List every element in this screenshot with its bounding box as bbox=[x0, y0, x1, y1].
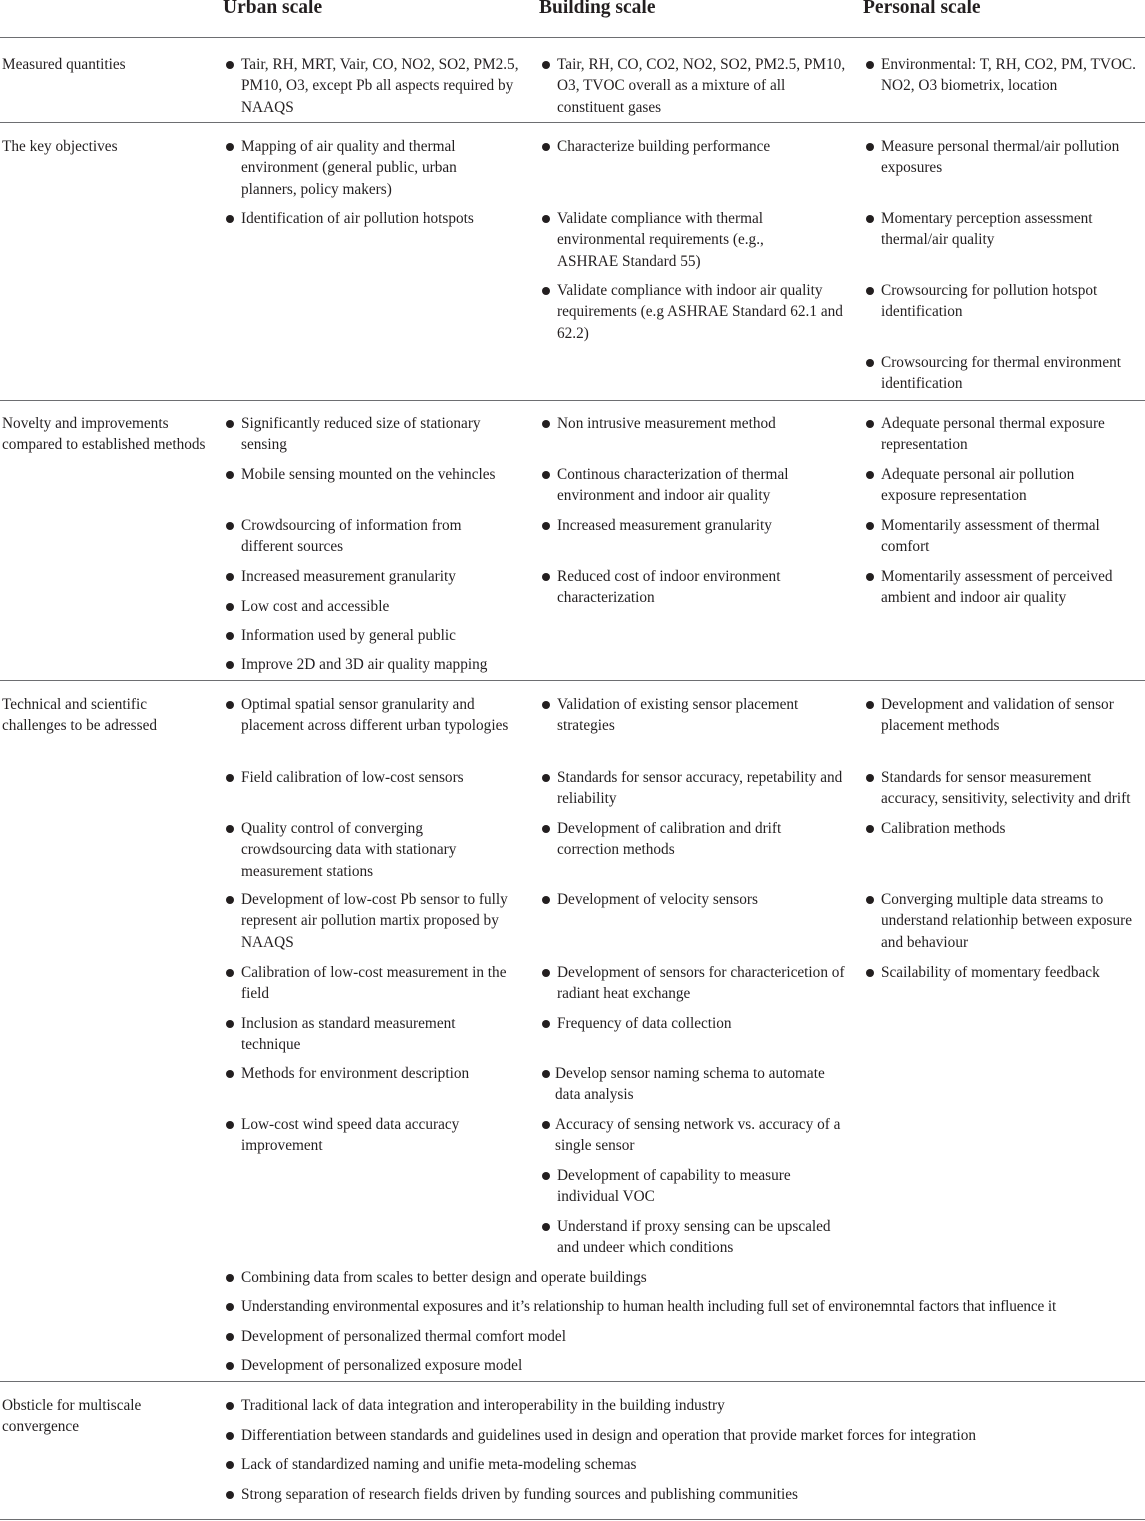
bullet-icon bbox=[866, 61, 874, 69]
bullet-icon bbox=[226, 471, 234, 479]
bullet-icon bbox=[866, 522, 874, 530]
list-item: Frequency of data collection bbox=[557, 1013, 852, 1034]
list-item: Development of calibration and drift correction methods bbox=[557, 818, 827, 861]
list-item: Crowsourcing for thermal environment identification bbox=[881, 352, 1145, 395]
bullet-icon bbox=[226, 1432, 234, 1440]
bullet-icon bbox=[226, 573, 234, 581]
row-label-challenges: Technical and scientific challenges to be adressed bbox=[2, 696, 158, 735]
bullet-icon bbox=[542, 969, 550, 977]
bullet-icon bbox=[866, 774, 874, 782]
bullet-icon bbox=[542, 701, 550, 709]
bullet-icon bbox=[542, 471, 550, 479]
column-header-personal: Personal scale bbox=[863, 0, 981, 18]
bullet-icon bbox=[226, 1362, 234, 1370]
bullet-icon bbox=[542, 1070, 550, 1078]
bullet-icon bbox=[542, 1020, 550, 1028]
list-item: Quality control of converging crowdsourcing data with stationary measurement stations bbox=[241, 818, 501, 882]
column-header-urban: Urban scale bbox=[223, 0, 323, 18]
list-item: Validate compliance with indoor air quality requirements (e.g ASHRAE Standard 62.1 and 62.2) bbox=[557, 280, 852, 344]
bullet-icon bbox=[542, 287, 550, 295]
list-item: Crowdsourcing of information from different sources bbox=[241, 515, 511, 558]
list-item: Differentiation between standards and guidelines used in design and operation that provide market forces for integration bbox=[241, 1425, 1145, 1446]
rule-bottom bbox=[0, 1519, 1145, 1520]
list-item: Increased measurement granularity bbox=[241, 566, 531, 587]
list-item: Accuracy of sensing network vs. accuracy of a single sensor bbox=[555, 1114, 852, 1157]
bullet-icon bbox=[226, 774, 234, 782]
bullet-icon bbox=[226, 1121, 234, 1129]
list-item: Momentarily assessment of thermal comfort bbox=[881, 515, 1131, 558]
bullet-icon bbox=[866, 359, 874, 367]
list-item: Strong separation of research fields driven by funding sources and publishing communities bbox=[241, 1484, 1145, 1505]
bullet-icon bbox=[542, 420, 550, 428]
list-item: Inclusion as standard measurement technique bbox=[241, 1013, 501, 1056]
bullet-icon bbox=[226, 61, 234, 69]
list-item: Momentarily assessment of perceived ambient and indoor air quality bbox=[881, 566, 1143, 609]
rule-row-3 bbox=[0, 680, 1145, 681]
list-item: Scailability of momentary feedback bbox=[881, 962, 1143, 983]
bullet-icon bbox=[542, 215, 550, 223]
list-item: Tair, RH, CO, CO2, NO2, SO2, PM2.5, PM10, O3, TVOC overall as a mixture of all constituent gases bbox=[557, 54, 852, 118]
list-item: Tair, RH, MRT, Vair, CO, NO2, SO2, PM2.5, PM10, O3, except Pb all aspects required by NAAQS bbox=[241, 54, 531, 118]
list-item: Mobile sensing mounted on the vehincles bbox=[241, 464, 531, 485]
bullet-icon bbox=[542, 1172, 550, 1180]
bullet-icon bbox=[226, 603, 234, 611]
rule-header bbox=[0, 37, 1145, 38]
list-item: Continous characterization of thermal environment and indoor air quality bbox=[557, 464, 832, 507]
bullet-icon bbox=[226, 701, 234, 709]
bullet-icon bbox=[226, 1020, 234, 1028]
bullet-icon bbox=[866, 420, 874, 428]
bullet-icon bbox=[542, 573, 550, 581]
row-label-novelty: Novelty and improvements compared to established methods bbox=[2, 415, 206, 454]
bullet-icon bbox=[226, 143, 234, 151]
list-item: Low cost and accessible bbox=[241, 596, 531, 617]
list-item: Characterize building performance bbox=[557, 136, 852, 157]
list-item: Standards for sensor measurement accuracy, sensitivity, selectivity and drift bbox=[881, 767, 1145, 810]
list-item: Combining data from scales to better design and operate buildings bbox=[241, 1267, 1145, 1288]
bullet-icon bbox=[226, 1070, 234, 1078]
bullet-icon bbox=[542, 825, 550, 833]
bullet-icon bbox=[226, 1274, 234, 1282]
list-item: Information used by general public bbox=[241, 625, 531, 646]
list-item: Lack of standardized naming and unifie meta-modeling schemas bbox=[241, 1454, 1145, 1475]
bullet-icon bbox=[226, 896, 234, 904]
bullet-icon bbox=[866, 969, 874, 977]
bullet-icon bbox=[542, 896, 550, 904]
list-item: Non intrusive measurement method bbox=[557, 413, 852, 434]
bullet-icon bbox=[866, 215, 874, 223]
list-item: Increased measurement granularity bbox=[557, 515, 852, 536]
bullet-icon bbox=[226, 1303, 234, 1311]
bullet-icon bbox=[542, 1121, 550, 1129]
bullet-icon bbox=[866, 143, 874, 151]
list-item: Improve 2D and 3D air quality mapping bbox=[241, 654, 531, 675]
bullet-icon bbox=[226, 661, 234, 669]
list-item: Development of sensors for charactericetion of radiant heat exchange bbox=[557, 962, 847, 1005]
list-item: Adequate personal air pollution exposure representation bbox=[881, 464, 1131, 507]
list-item: Identification of air pollution hotspots bbox=[241, 208, 531, 229]
list-item: Calibration methods bbox=[881, 818, 1143, 839]
bullet-icon bbox=[226, 825, 234, 833]
list-item: Mapping of air quality and thermal environment (general public, urban planners, policy makers) bbox=[241, 136, 516, 200]
list-item: Validation of existing sensor placement strategies bbox=[557, 694, 842, 737]
list-item: Understand if proxy sensing can be upscaled and undeer which conditions bbox=[557, 1216, 852, 1259]
bullet-icon bbox=[226, 215, 234, 223]
list-item: Development of personalized exposure model bbox=[241, 1355, 1145, 1376]
list-item: Field calibration of low-cost sensors bbox=[241, 767, 531, 788]
bullet-icon bbox=[226, 522, 234, 530]
list-item: Methods for environment description bbox=[241, 1063, 531, 1084]
list-item: Development of capability to measure individual VOC bbox=[557, 1165, 827, 1208]
bullet-icon bbox=[542, 774, 550, 782]
list-item: Develop sensor naming schema to automate data analysis bbox=[555, 1063, 852, 1106]
bullet-icon bbox=[866, 701, 874, 709]
bullet-icon bbox=[226, 1461, 234, 1469]
bullet-icon bbox=[226, 969, 234, 977]
column-header-building: Building scale bbox=[539, 0, 656, 18]
bullet-icon bbox=[866, 287, 874, 295]
row-label-objectives: The key objectives bbox=[2, 138, 118, 155]
rule-row-1 bbox=[0, 122, 1145, 123]
list-item: Crowsourcing for pollution hotspot identification bbox=[881, 280, 1131, 323]
bullet-icon bbox=[226, 1402, 234, 1410]
list-item: Converging multiple data streams to understand relationhip between exposure and behaviour bbox=[881, 889, 1143, 953]
list-item: Development of velocity sensors bbox=[557, 889, 852, 910]
bullet-icon bbox=[226, 420, 234, 428]
bullet-icon bbox=[226, 1491, 234, 1499]
list-item: Adequate personal thermal exposure representation bbox=[881, 413, 1143, 456]
list-item: Measure personal thermal/air pollution exposures bbox=[881, 136, 1145, 179]
rule-row-4 bbox=[0, 1381, 1145, 1382]
list-item: Environmental: T, RH, CO2, PM, TVOC. NO2, O3 biometrix, location bbox=[881, 54, 1143, 97]
row-label-obstacle: Obsticle for multiscale convergence bbox=[2, 1397, 142, 1436]
list-item: Development and validation of sensor placement methods bbox=[881, 694, 1145, 737]
list-item: Traditional lack of data integration and interoperability in the building industry bbox=[241, 1395, 1145, 1416]
list-item: Calibration of low-cost measurement in the field bbox=[241, 962, 526, 1005]
list-item: Standards for sensor accuracy, repetability and reliability bbox=[557, 767, 852, 810]
list-item: Development of low-cost Pb sensor to fully represent air pollution martix proposed by NAAQS bbox=[241, 889, 516, 953]
rule-row-2 bbox=[0, 400, 1145, 401]
bullet-icon bbox=[226, 632, 234, 640]
bullet-icon bbox=[866, 471, 874, 479]
list-item: Validate compliance with thermal environmental requirements (e.g., ASHRAE Standard 55) bbox=[557, 208, 802, 272]
row-label-measured: Measured quantities bbox=[2, 56, 126, 73]
bullet-icon bbox=[866, 825, 874, 833]
bullet-icon bbox=[542, 1223, 550, 1231]
list-item: Low-cost wind speed data accuracy improvement bbox=[241, 1114, 506, 1157]
bullet-icon bbox=[542, 143, 550, 151]
list-item: Momentary perception assessment thermal/air quality bbox=[881, 208, 1131, 251]
bullet-icon bbox=[866, 573, 874, 581]
list-item: Understanding environmental exposures and it’s relationship to human health including full set of environemntal factors that influence it bbox=[241, 1296, 1145, 1317]
bullet-icon bbox=[866, 896, 874, 904]
bullet-icon bbox=[542, 61, 550, 69]
bullet-icon bbox=[226, 1333, 234, 1341]
list-item: Significantly reduced size of stationary sensing bbox=[241, 413, 521, 456]
bullet-icon bbox=[542, 522, 550, 530]
list-item: Optimal spatial sensor granularity and placement across different urban typologies bbox=[241, 694, 516, 737]
list-item: Reduced cost of indoor environment characterization bbox=[557, 566, 822, 609]
list-item: Development of personalized thermal comfort model bbox=[241, 1326, 1145, 1347]
